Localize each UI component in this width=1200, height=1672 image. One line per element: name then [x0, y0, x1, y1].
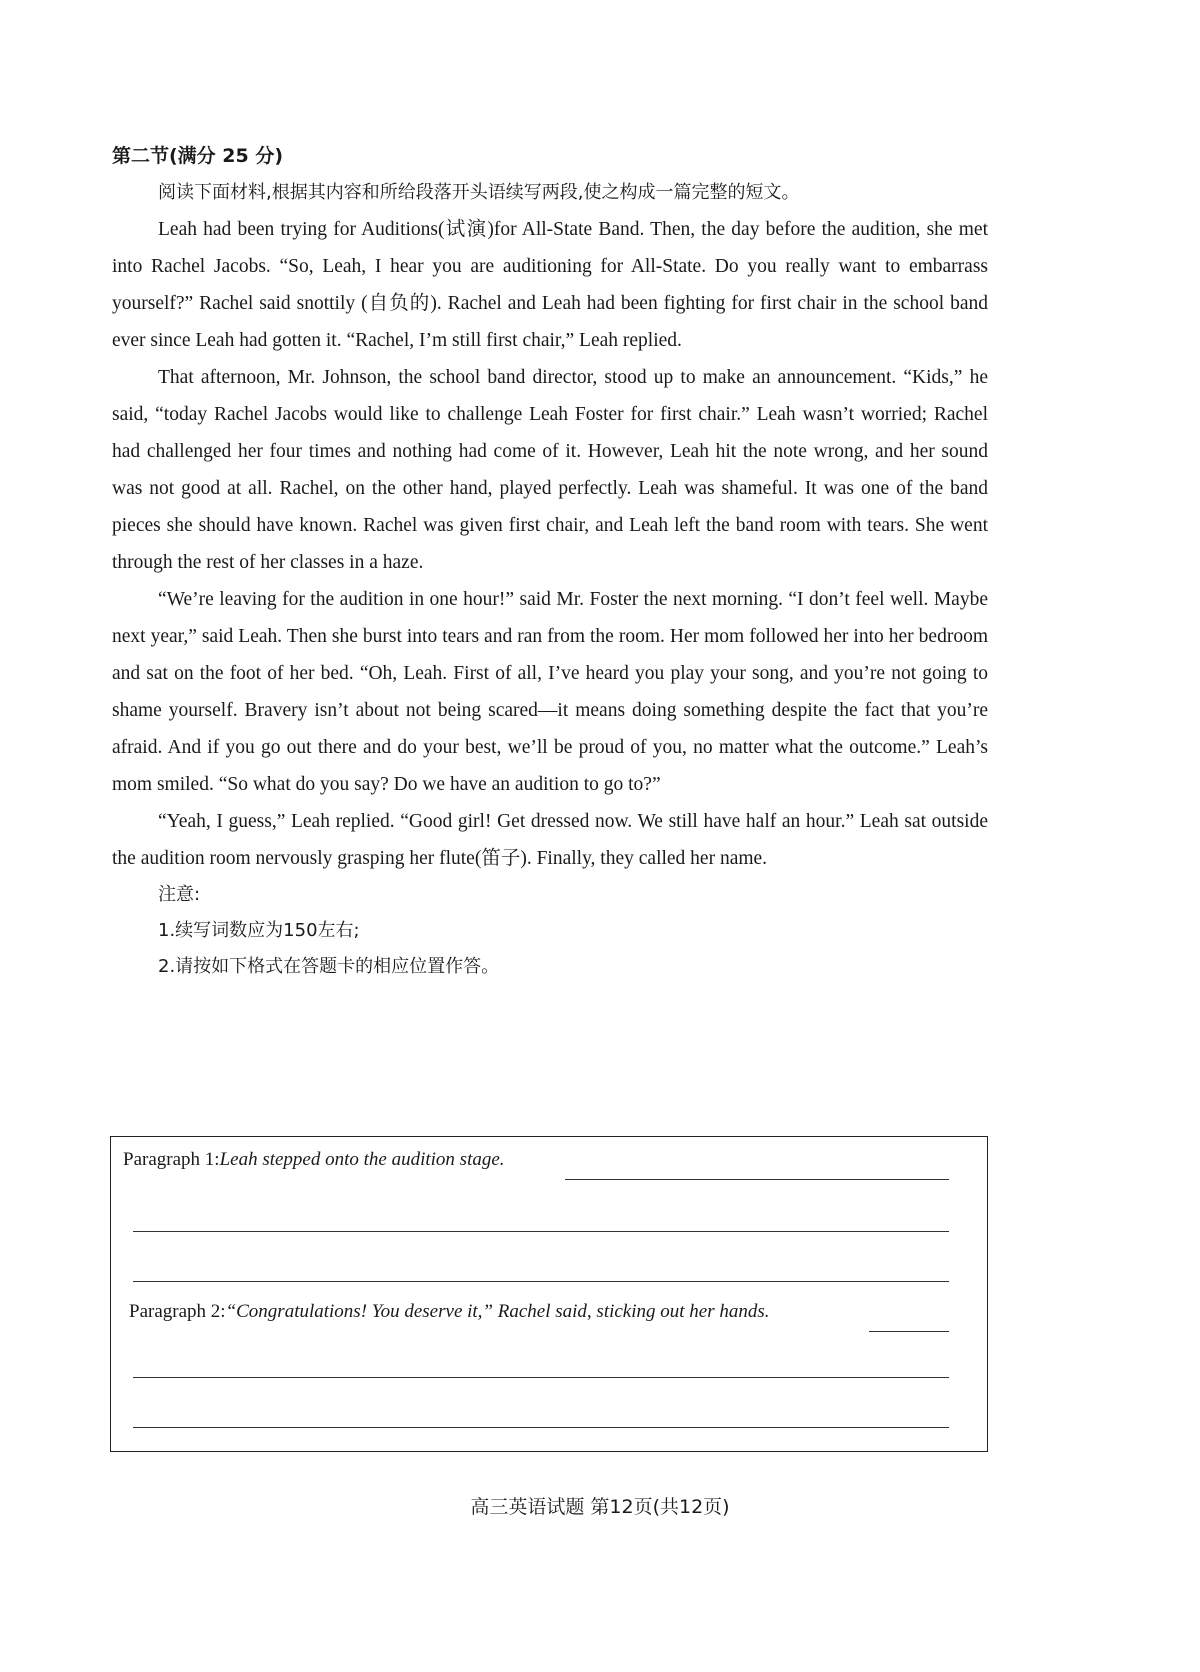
- story-paragraph-3: “We’re leaving for the audition in one hour!” said Mr. Foster the next morning. “I don’t feel well. Maybe next year,” said Leah. Then she burst into tears and ran from the room. Her mom followed her into her bedroom and sat on the foot of her bed. “Oh, Leah. First of all, I’ve heard you play your song, and you’re not going to shame yourself. Bravery isn’t about not being scared—it means doing something despite the fact that you’re afraid. And if you go out there and do your best, we’ll be proud of you, no matter what the outcome.” Leah’s mom smiled. “So what do you say? Do we have an audition to go to?”: [112, 589, 988, 795]
- answer-line[interactable]: [133, 1281, 949, 1282]
- paragraph-1-opening: Leah stepped onto the audition stage.: [219, 1149, 505, 1170]
- answer-line[interactable]: [133, 1427, 949, 1428]
- story-paragraph-2: That afternoon, Mr. Johnson, the school band director, stood up to make an announcement. “Kids,” he said, “today Rachel Jacobs would like to challenge Leah Foster for first chair.” Leah wasn’t worried; Rachel had challenged her four times and nothing had come of it. However, Leah hit the note wrong, and her sound was not good at all. Rachel, on the other hand, played perfectly. Leah was shameful. It was one of the band pieces she should have known. Rachel was given first chair, and Leah left the band room with tears. She went through the rest of her classes in a haze.: [112, 367, 988, 573]
- paragraph-1-label: Paragraph 1:: [123, 1149, 220, 1170]
- notes-heading: 注意:: [158, 884, 201, 905]
- paragraph-1-prompt: [123, 1149, 505, 1171]
- story-paragraph-1: Leah had been trying for Auditions(试演)for All-State Band. Then, the day before the audition, she met into Rachel Jacobs. “So, Leah, I hear you are auditioning for All-State. Do you really want to embarrass yourself?” Rachel said snottily (自负的). Rachel and Leah had been fighting for first chair in the school band ever since Leah had gotten it. “Rachel, I’m still first chair,” Leah replied.: [112, 219, 988, 351]
- note-item-2: 2.请按如下格式在答题卡的相应位置作答。: [158, 956, 500, 977]
- paragraph-2-opening: “Congratulations! You deserve it,” Rachel said, sticking out her hands.: [225, 1301, 770, 1322]
- answer-box: [110, 1136, 988, 1452]
- answer-line[interactable]: [565, 1179, 949, 1180]
- story-paragraph-4: “Yeah, I guess,” Leah replied. “Good girl! Get dressed now. We still have half an hour.” Leah sat outside the audition room nervously grasping her flute(笛子). Finally, they called her name.: [112, 811, 988, 869]
- paragraph-2-prompt: [129, 1301, 770, 1323]
- instruction: 阅读下面材料,根据其内容和所给段落开头语续写两段,使之构成一篇完整的短文。: [158, 182, 800, 203]
- answer-line[interactable]: [133, 1231, 949, 1232]
- exam-page: [112, 138, 988, 985]
- answer-line[interactable]: [133, 1377, 949, 1378]
- page-footer: 高三英语试题 第12页(共12页): [470, 1496, 730, 1518]
- paragraph-2-label: Paragraph 2:: [129, 1301, 226, 1322]
- answer-line[interactable]: [869, 1331, 949, 1332]
- note-item-1: 1.续写词数应为150左右;: [158, 920, 360, 941]
- section-title: 第二节(满分 25 分): [112, 145, 284, 167]
